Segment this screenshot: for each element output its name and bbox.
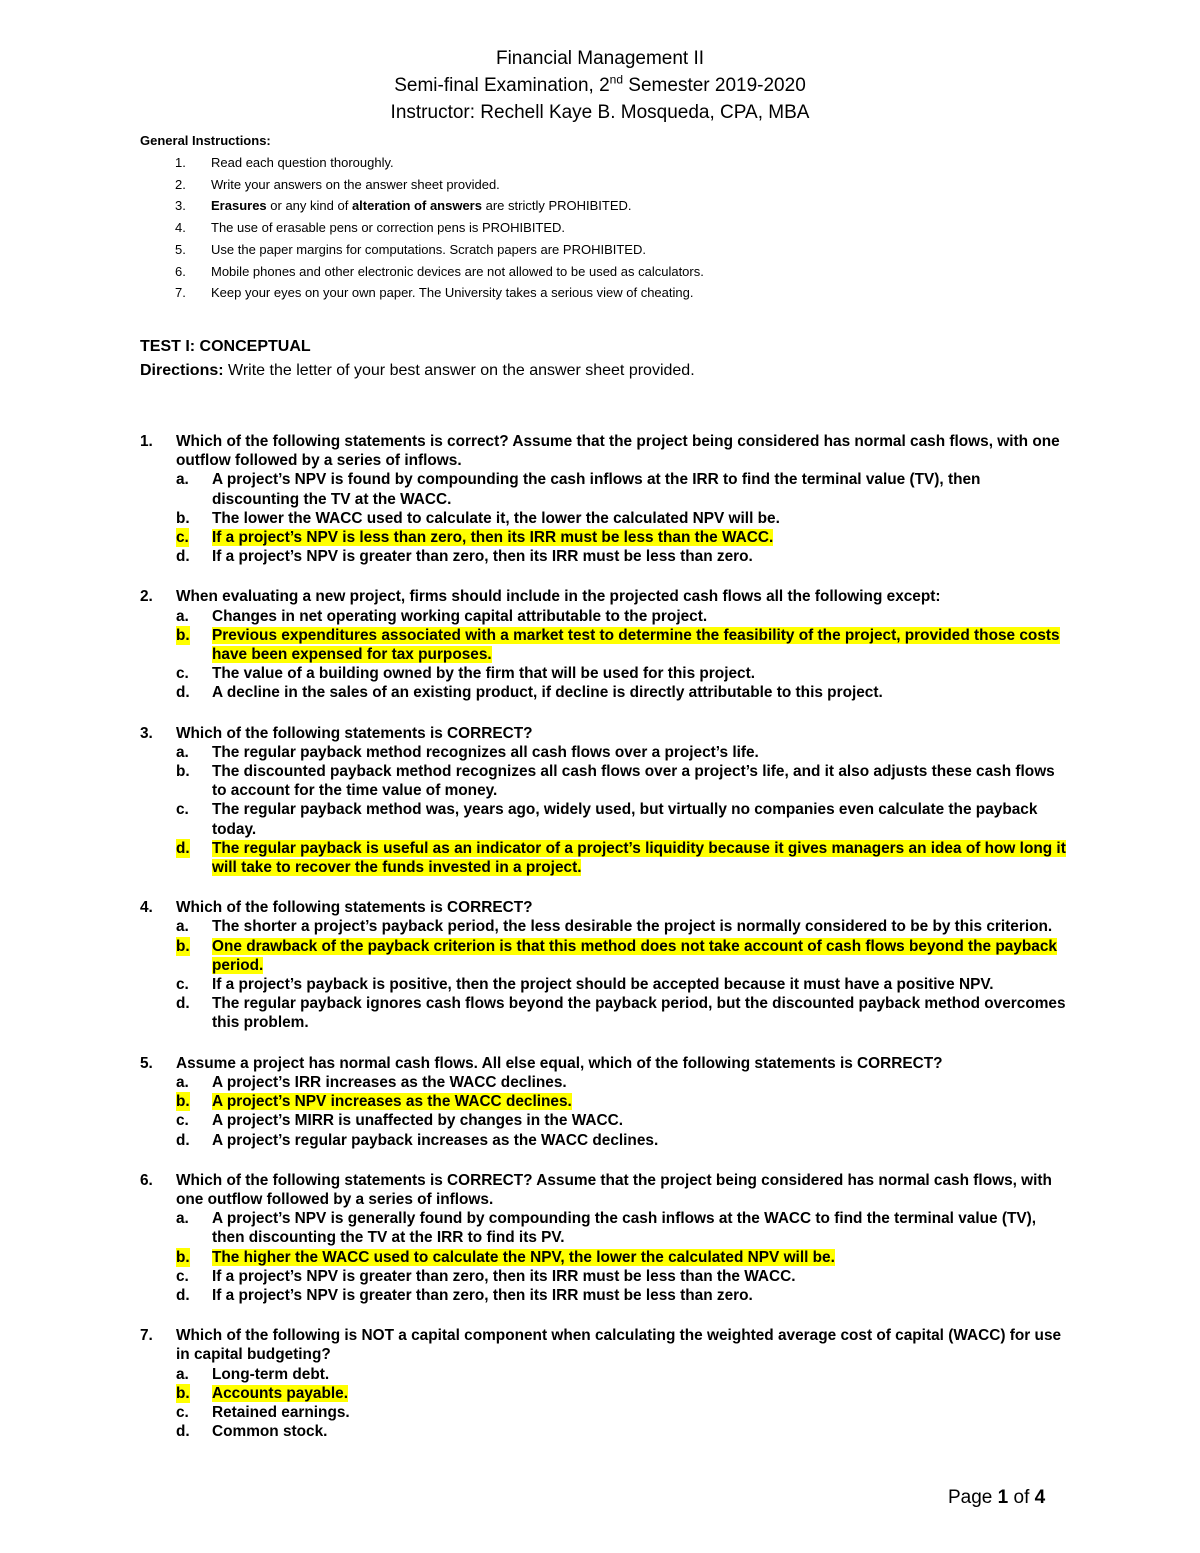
option-letter: c. (176, 1267, 189, 1285)
question-list (140, 432, 1070, 1462)
answer-option (176, 607, 1070, 626)
instruction-bold-alteration: alteration of answers (351, 198, 482, 214)
instruction-item (140, 195, 1100, 217)
instructor-line: Instructor: Rechell Kaye B. Mosqueda, CPA, MBA (390, 102, 810, 123)
question-number: 1. (140, 433, 153, 450)
option-text: Changes in net operating working capital attributable to the project. (212, 607, 708, 625)
answer-option (176, 1073, 1070, 1092)
answer-option (176, 470, 1070, 508)
option-text: If a project’s NPV is greater than zero, then its IRR must be less than zero. (212, 548, 753, 566)
answer-option-highlighted (176, 1248, 1070, 1267)
page-of-word: of (1008, 1487, 1035, 1508)
option-letter: b. (176, 1093, 190, 1111)
answer-option (176, 664, 1070, 683)
option-text: A project’s IRR increases as the WACC declines. (212, 1073, 567, 1091)
option-letter: c. (176, 801, 189, 819)
question-stem: Which of the following statements is CORRECT? (176, 724, 533, 742)
option-letter: c. (176, 529, 189, 547)
option-letter: b. (176, 626, 190, 644)
question-item (140, 587, 1070, 702)
exam-title-superscript: nd (609, 72, 624, 87)
answer-option (176, 1131, 1070, 1150)
option-letter: a. (176, 918, 189, 936)
exam-title-main: Semi-final Examination, 2 (394, 75, 610, 96)
instruction-item (140, 152, 1100, 174)
option-letter: b. (176, 937, 190, 955)
question-item (140, 1326, 1070, 1441)
question-number: 4. (140, 899, 153, 917)
instruction-text: Read each question thoroughly. (211, 155, 394, 170)
option-letter: a. (176, 1073, 189, 1091)
answer-option (176, 547, 1070, 566)
question-stem: Which of the following statements is CORRECT? Assume that the project being considered has normal cash flows, with one outflow followed by a series of inflows. (176, 1171, 1052, 1208)
answer-option (176, 762, 1070, 800)
option-letter: c. (176, 665, 189, 683)
question-number: 2. (140, 588, 153, 606)
option-letter: d. (176, 548, 190, 566)
directions-label: Directions: (140, 362, 224, 379)
answer-option-highlighted (176, 839, 1070, 877)
question-item (140, 724, 1070, 878)
option-letter: b. (176, 509, 190, 527)
answer-option-highlighted (176, 1384, 1070, 1403)
question-number: 6. (140, 1171, 153, 1189)
question-number: 7. (140, 1327, 153, 1345)
instruction-text: are strictly PROHIBITED. (481, 198, 632, 214)
option-text: If a project’s NPV is greater than zero, then its IRR must be less than the WACC. (212, 1267, 796, 1285)
instruction-text: or any kind of (266, 198, 352, 214)
answer-option (176, 917, 1070, 936)
option-text: Retained earnings. (212, 1403, 350, 1421)
option-letter: d. (176, 684, 190, 702)
answer-option (176, 1209, 1070, 1247)
page-total: 4 (1034, 1487, 1046, 1508)
question-stem: Which of the following statements is CORRECT? (176, 899, 533, 917)
test-directions (140, 358, 1100, 384)
option-text: The shorter a project’s payback period, the less desirable the project is normally considered to be by this criterion. (212, 918, 1053, 936)
option-letter: d. (176, 1286, 190, 1304)
option-text: A project’s NPV is found by compounding the cash inflows at the IRR to find the terminal value (TV), then discounting the TV at the WACC. (212, 471, 981, 508)
answer-option (176, 683, 1070, 702)
option-text: The regular payback method was, years ago, widely used, but virtually no companies even calculate the payback today. (212, 801, 1038, 838)
instruction-item (140, 239, 1100, 261)
question-stem: When evaluating a new project, firms should include in the projected cash flows all the following except: (176, 588, 941, 606)
option-letter: a. (176, 471, 189, 489)
general-instructions (140, 132, 1100, 304)
instruction-item (140, 282, 1100, 304)
answer-option-highlighted (176, 528, 1070, 547)
option-letter: d. (176, 1423, 190, 1441)
directions-text: Write the letter of your best answer on the answer sheet provided. (223, 362, 695, 379)
question-number: 3. (140, 724, 153, 742)
instruction-number: 4. (175, 220, 186, 236)
option-text: The lower the WACC used to calculate it, the lower the calculated NPV will be. (212, 509, 780, 527)
page-footer (948, 1487, 1045, 1509)
option-text: A project’s regular payback increases as the WACC declines. (212, 1131, 659, 1149)
answer-option (176, 1365, 1070, 1384)
answer-option (176, 743, 1070, 762)
option-letter: a. (176, 743, 189, 761)
test-title: TEST I: CONCEPTUAL (140, 338, 311, 355)
page-word: Page (948, 1487, 998, 1508)
instruction-number: 6. (175, 263, 186, 279)
option-letter: d. (176, 839, 190, 857)
exam-title (0, 72, 1200, 99)
option-letter: c. (176, 976, 189, 994)
option-letter: d. (176, 1131, 190, 1149)
option-text: The higher the WACC used to calculate the NPV, the lower the calculated NPV will be. (212, 1248, 835, 1266)
instruction-item (140, 217, 1100, 239)
option-letter: a. (176, 1365, 189, 1383)
option-letter: a. (176, 1210, 189, 1228)
option-text: Common stock. (212, 1423, 328, 1441)
option-text: Previous expenditures associated with a market test to determine the feasibility of the project, provided those costs have been expensed for tax purposes. (212, 626, 1060, 664)
option-letter: d. (176, 995, 190, 1013)
instruction-text: Keep your eyes on your own paper. The University takes a serious view of cheating. (211, 285, 694, 301)
option-text: A project’s NPV is generally found by compounding the cash inflows at the WACC to find the terminal value (TV), then discounting the TV at the IRR to find its PV. (212, 1210, 1037, 1247)
option-letter: b. (176, 763, 190, 781)
option-text: If a project’s NPV is greater than zero, then its IRR must be less than zero. (212, 1286, 753, 1304)
option-text: A project’s MIRR is unaffected by changes in the WACC. (212, 1112, 624, 1130)
question-stem: Assume a project has normal cash flows. All else equal, which of the following statements is CORRECT? (176, 1054, 943, 1072)
instruction-bold-erasures: Erasures (211, 198, 267, 214)
option-text: One drawback of the payback criterion is that this method does not take account of cash flows beyond the payback period. (212, 937, 1057, 974)
option-letter: b. (176, 1384, 190, 1402)
answer-option-highlighted (176, 626, 1070, 664)
test-section-header (140, 336, 1100, 384)
instruction-number: 3. (175, 198, 186, 214)
instruction-text: Use the paper margins for computations. Scratch papers are PROHIBITED. (211, 241, 646, 257)
instructions-list (140, 152, 1100, 304)
instruction-text: Mobile phones and other electronic devices are not allowed to be used as calculators. (211, 263, 704, 279)
option-letter: c. (176, 1112, 189, 1130)
answer-option (176, 975, 1070, 994)
instruction-item (140, 261, 1100, 283)
option-text: The discounted payback method recognizes all cash flows over a project’s life, and it also adjusts these cash flows to account for the time value of money. (212, 763, 1055, 800)
answer-option (176, 1403, 1070, 1422)
option-text: If a project’s NPV is less than zero, then its IRR must be less than the WACC. (212, 529, 774, 547)
instruction-text: The use of erasable pens or correction pens is PROHIBITED. (211, 220, 566, 236)
instruction-number: 2. (175, 176, 186, 192)
instruction-item (140, 174, 1100, 196)
option-text: Accounts payable. (212, 1384, 348, 1402)
answer-option (176, 994, 1070, 1032)
option-text: A project’s NPV increases as the WACC declines. (212, 1093, 572, 1111)
question-stem: Which of the following is NOT a capital component when calculating the weighted average cost of capital (WACC) for use in capital budgeting? (176, 1327, 1062, 1364)
answer-option (176, 509, 1070, 528)
answer-option (176, 800, 1070, 838)
answer-option (176, 1422, 1070, 1441)
option-text: The regular payback is useful as an indicator of a project’s liquidity because it gives managers an idea of how long it will take to recover the funds invested in a project. (212, 839, 1066, 877)
option-text: The regular payback method recognizes all cash flows over a project’s life. (212, 743, 759, 761)
option-text: Long-term debt. (212, 1365, 330, 1383)
option-text: The regular payback ignores cash flows beyond the payback period, but the discounted payback method overcomes this problem. (212, 995, 1066, 1032)
instruction-number: 7. (175, 285, 186, 301)
page-number: 1 (997, 1487, 1009, 1508)
course-title: Financial Management II (495, 48, 705, 69)
option-letter: c. (176, 1403, 189, 1421)
answer-option (176, 1267, 1070, 1286)
question-item (140, 1171, 1070, 1305)
instructions-title: General Instructions: (140, 133, 271, 148)
question-item (140, 898, 1070, 1032)
option-text: The value of a building owned by the firm that will be used for this project. (212, 665, 755, 683)
option-text: If a project’s payback is positive, then the project should be accepted because it must have a positive NPV. (212, 976, 994, 994)
question-item (140, 432, 1070, 566)
question-number: 5. (140, 1054, 153, 1072)
question-stem: Which of the following statements is correct? Assume that the project being considered has normal cash flows, with one outflow followed by a series of inflows. (176, 433, 1060, 470)
document-header (0, 45, 1200, 126)
instruction-text: Write your answers on the answer sheet provided. (211, 176, 500, 192)
option-letter: a. (176, 607, 189, 625)
option-letter: b. (176, 1248, 190, 1266)
answer-option (176, 1111, 1070, 1130)
instruction-number: 1. (175, 155, 186, 170)
answer-option-highlighted (176, 1092, 1070, 1111)
answer-option (176, 1286, 1070, 1305)
answer-option-highlighted (176, 937, 1070, 975)
option-text: A decline in the sales of an existing product, if decline is directly attributable to this project. (212, 684, 883, 702)
instruction-number: 5. (175, 241, 186, 257)
question-item (140, 1054, 1070, 1150)
exam-title-semester: Semester 2019-2020 (623, 75, 806, 96)
